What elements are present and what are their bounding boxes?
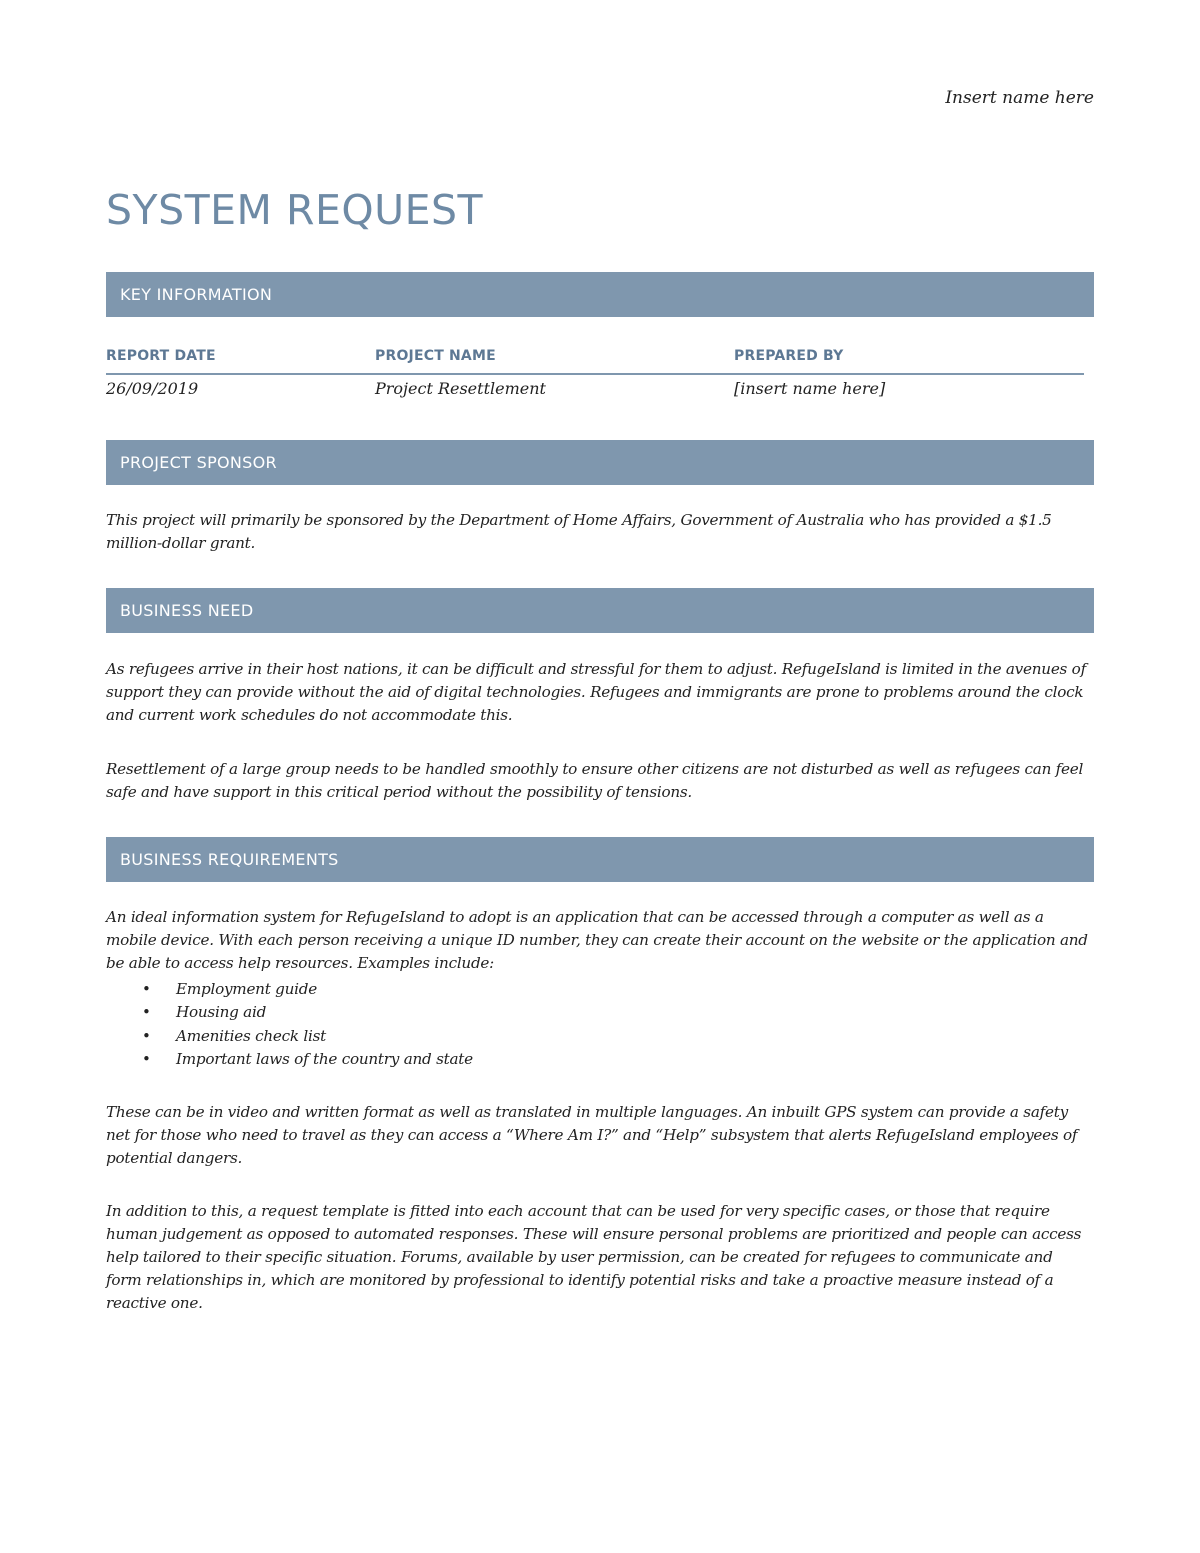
project-name-value: Project Resettlement <box>375 379 546 398</box>
list-item <box>106 1025 473 1048</box>
section-heading-business-requirements: BUSINESS REQUIREMENTS <box>106 837 1094 882</box>
prepared-by-value: [insert name here] <box>734 379 886 398</box>
key-information-value-row <box>106 375 1084 405</box>
bullet-icon: • <box>142 1049 151 1068</box>
header-author-name: Insert name here <box>945 88 1094 108</box>
business-requirements-paragraph: These can be in video and written format as well as translated in multiple languages. An inbuilt GPS system can provide a safety net for those who need to travel as they can access a “Where Am I?” and “Help” subsystem that alerts RefugeIsland employees of potential dangers. <box>106 1103 1078 1167</box>
report-date-value: 26/09/2019 <box>106 379 199 398</box>
business-need-paragraph: As refugees arrive in their host nations, it can be difficult and stressful for them to adjust. RefugeIsland is limited in the avenues of support they can provide without the aid of digital technologies. Refugees and immigrants are prone to problems around the clock and current work schedules do not accommodate this. <box>106 660 1086 724</box>
business-need-paragraph: Resettlement of a large group needs to be handled smoothly to ensure other citizens are not disturbed as well as refugees can feel safe and have support in this critical period without the possibility of tensions. <box>106 760 1084 801</box>
prepared-by-label: PREPARED BY <box>734 348 844 364</box>
bullet-icon: • <box>142 980 151 998</box>
project-name-label: PROJECT NAME <box>375 348 496 364</box>
section-heading-project-sponsor: PROJECT SPONSOR <box>106 440 1094 485</box>
key-information-table <box>106 345 1084 405</box>
project-sponsor-text: This project will primarily be sponsored by the Department of Home Affairs, Government of Australia who has provided a $1.5 million-dollar grant. <box>106 511 1052 552</box>
bullet-icon: • <box>142 1003 151 1022</box>
list-item <box>106 978 473 1001</box>
list-item <box>106 1048 473 1071</box>
report-date-label: REPORT DATE <box>106 348 216 364</box>
section-heading-business-need: BUSINESS NEED <box>106 588 1094 633</box>
key-information-header-row <box>106 345 1084 375</box>
business-requirements-paragraph: In addition to this, a request template is fitted into each account that can be used for very specific cases, or those that require human judgement as opposed to automated responses. These will ensure personal problems are prioritized and people can access help tailored to their specific situation. Forums, available by user permission, can be created for refugees to communicate and form relationships in, which are monitored by professional to identify potential risks and take a proactive measure instead of a reactive one. <box>106 1202 1082 1312</box>
list-item-text: Amenities check list <box>176 1026 326 1045</box>
section-heading-key-information: KEY INFORMATION <box>106 272 1094 317</box>
document-title: SYSTEM REQUEST <box>106 186 484 234</box>
list-item <box>106 1001 473 1024</box>
list-item-text: Important laws of the country and state <box>176 1049 473 1068</box>
list-item-text: Housing aid <box>176 1003 267 1022</box>
examples-list <box>106 978 473 1071</box>
bullet-icon: • <box>142 1026 151 1045</box>
business-requirements-intro: An ideal information system for RefugeIsland to adopt is an application that can be accessed through a computer as well as a mobile device. With each person receiving a unique ID number, they can create their account on the website or the application and be able to access help resources. Examples include: <box>106 908 1088 972</box>
list-item-text: Employment guide <box>176 980 317 998</box>
